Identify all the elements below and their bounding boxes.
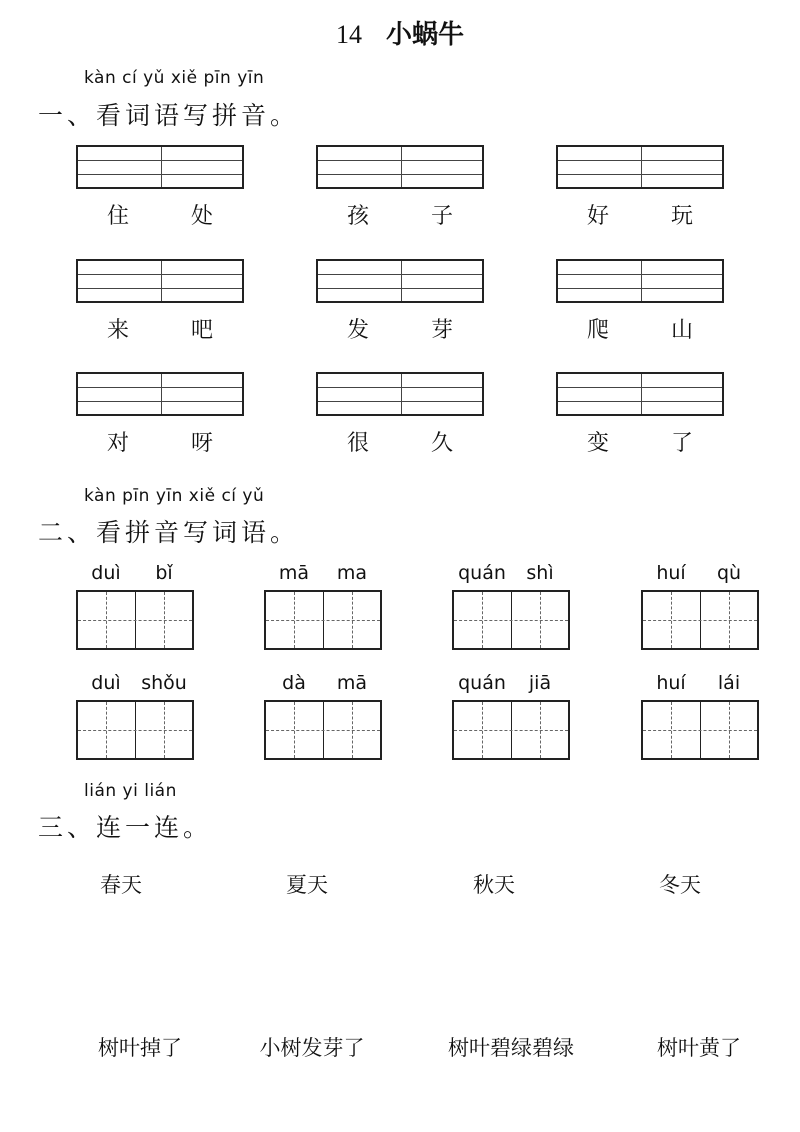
description-phrase[interactable]: 树叶掉了 bbox=[98, 1036, 182, 1060]
pinyin-syllable: huí bbox=[656, 672, 686, 694]
character-writing-box[interactable] bbox=[76, 700, 194, 760]
word-character: 孩 bbox=[346, 204, 369, 229]
word-character: 发 bbox=[346, 318, 369, 343]
pinyin-writing-grid[interactable] bbox=[556, 145, 724, 189]
pinyin-syllable: quán bbox=[458, 672, 506, 694]
season-label[interactable]: 冬天 bbox=[659, 873, 701, 897]
word-character: 子 bbox=[430, 204, 453, 229]
character-writing-box[interactable] bbox=[264, 590, 382, 650]
character-writing-box[interactable] bbox=[641, 700, 759, 760]
season-label[interactable]: 春天 bbox=[100, 873, 142, 897]
pinyin-syllable: shǒu bbox=[141, 672, 187, 694]
word-character: 好 bbox=[586, 204, 609, 229]
pinyin-syllable: ma bbox=[336, 562, 368, 584]
word-character: 住 bbox=[106, 204, 129, 229]
character-writing-box[interactable] bbox=[264, 700, 382, 760]
word-character: 变 bbox=[586, 431, 609, 456]
pinyin-writing-grid[interactable] bbox=[316, 145, 484, 189]
pinyin-writing-grid[interactable] bbox=[76, 145, 244, 189]
season-label[interactable]: 秋天 bbox=[473, 873, 515, 897]
page-title bbox=[0, 14, 800, 51]
pinyin-writing-grid[interactable] bbox=[556, 259, 724, 303]
pinyin-syllable: mā bbox=[278, 562, 310, 584]
word-character: 吧 bbox=[190, 318, 213, 343]
section2-pinyin-hint: kàn pīn yīn xiě cí yǔ bbox=[84, 486, 265, 506]
description-phrase[interactable]: 树叶碧绿碧绿 bbox=[448, 1036, 574, 1060]
lesson-number: 14 bbox=[335, 20, 362, 49]
character-writing-box[interactable] bbox=[452, 590, 570, 650]
word-character: 呀 bbox=[190, 431, 213, 456]
word-character: 山 bbox=[670, 318, 693, 343]
word-character: 来 bbox=[106, 318, 129, 343]
section2-heading: 二、看拼音写词语。 bbox=[38, 518, 300, 547]
pinyin-syllable: duì bbox=[91, 672, 121, 694]
word-character: 久 bbox=[430, 431, 453, 456]
pinyin-syllable: dà bbox=[282, 672, 306, 694]
pinyin-syllable: huí bbox=[656, 562, 686, 584]
pinyin-syllable: duì bbox=[91, 562, 121, 584]
pinyin-writing-grid[interactable] bbox=[556, 372, 724, 416]
word-character: 了 bbox=[670, 431, 693, 456]
character-writing-box[interactable] bbox=[452, 700, 570, 760]
season-label[interactable]: 夏天 bbox=[286, 873, 328, 897]
pinyin-writing-grid[interactable] bbox=[316, 259, 484, 303]
section3-heading: 三、连一连。 bbox=[38, 813, 213, 842]
section1-heading: 一、看词语写拼音。 bbox=[38, 101, 300, 130]
pinyin-writing-grid[interactable] bbox=[76, 372, 244, 416]
pinyin-writing-grid[interactable] bbox=[316, 372, 484, 416]
word-character: 芽 bbox=[430, 318, 453, 343]
pinyin-syllable: lái bbox=[717, 672, 741, 694]
character-writing-box[interactable] bbox=[641, 590, 759, 650]
pinyin-syllable: bǐ bbox=[155, 562, 173, 584]
pinyin-syllable: qù bbox=[716, 562, 742, 584]
word-character: 处 bbox=[190, 204, 213, 229]
section1-pinyin-hint: kàn cí yǔ xiě pīn yīn bbox=[84, 68, 265, 88]
pinyin-syllable: shì bbox=[526, 562, 554, 584]
description-phrase[interactable]: 树叶黄了 bbox=[657, 1036, 741, 1060]
lesson-name: 小蜗牛 bbox=[385, 20, 464, 50]
character-writing-box[interactable] bbox=[76, 590, 194, 650]
word-character: 对 bbox=[106, 431, 129, 456]
section3-pinyin-hint: lián yi lián bbox=[84, 781, 177, 801]
word-character: 爬 bbox=[586, 318, 609, 343]
word-character: 玩 bbox=[670, 204, 693, 229]
pinyin-syllable: jiā bbox=[528, 672, 552, 694]
description-phrase[interactable]: 小树发芽了 bbox=[259, 1036, 365, 1060]
pinyin-syllable: quán bbox=[458, 562, 506, 584]
word-character: 很 bbox=[346, 431, 369, 456]
pinyin-syllable: mā bbox=[336, 672, 368, 694]
pinyin-writing-grid[interactable] bbox=[76, 259, 244, 303]
